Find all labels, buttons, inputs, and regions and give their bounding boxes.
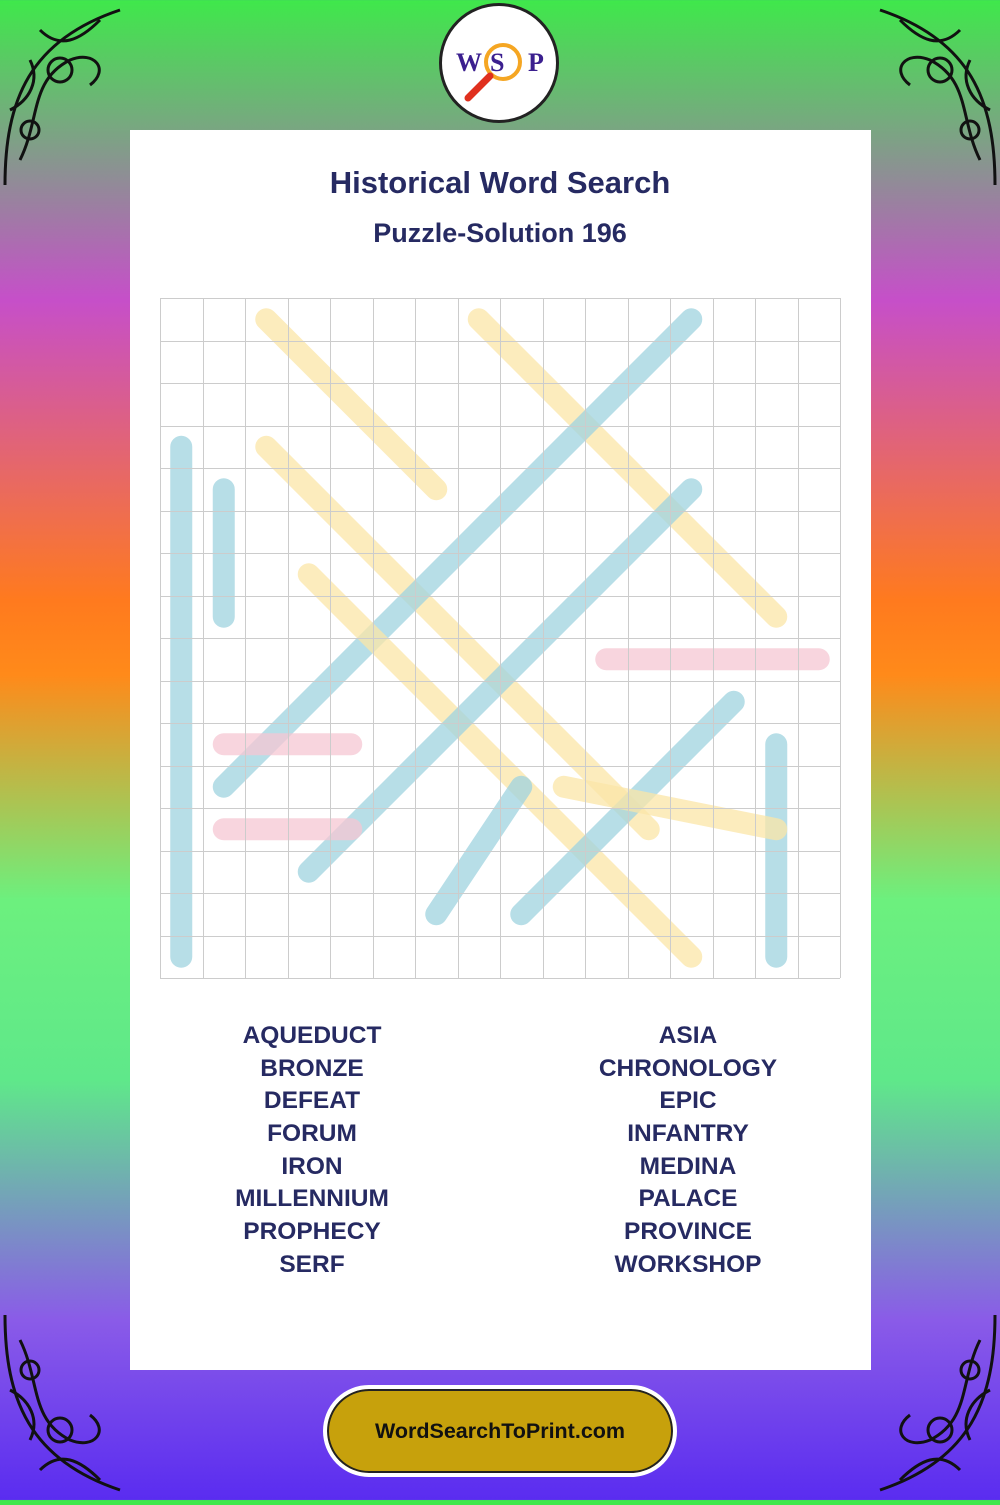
puzzle-title: Historical Word Search (329, 165, 671, 200)
grid-line (160, 893, 840, 894)
grid-line (160, 723, 840, 724)
word-list-left (152, 1020, 472, 1282)
word-list-item: BRONZE (260, 1054, 364, 1082)
wsp-logo[interactable] (439, 3, 559, 123)
word-list-item: INFANTRY (627, 1120, 749, 1148)
logo-letter-p: P (528, 48, 544, 77)
word-list-item: DEFEAT (263, 1087, 361, 1115)
word-list-item: ASIA (658, 1022, 718, 1049)
site-link-button[interactable]: WordSearchToPrint.com (323, 1385, 677, 1477)
word-list-item: SERF (279, 1250, 345, 1278)
grid-line (160, 851, 840, 852)
word-list-item: AQUEDUCT (242, 1022, 382, 1049)
grid-line (628, 298, 629, 978)
grid-line (798, 298, 799, 978)
corner-ornament-top-right (860, 0, 1000, 190)
corner-ornament-top-left (0, 0, 140, 190)
corner-ornament-bottom-right (860, 1310, 1000, 1500)
grid-line (713, 298, 714, 978)
word-list-item: WORKSHOP (614, 1250, 762, 1278)
grid-line (160, 978, 840, 979)
grid-line (160, 808, 840, 809)
word-list-item: MILLENNIUM (235, 1185, 389, 1213)
logo-letter-s: S (490, 48, 505, 77)
word-search-grid[interactable] (160, 298, 840, 978)
word-list-item: EPIC (659, 1087, 717, 1115)
grid-line (160, 936, 840, 937)
grid-line (755, 298, 756, 978)
grid-line (840, 298, 841, 978)
word-list-right (528, 1020, 848, 1282)
grid-line (670, 298, 671, 978)
grid-line (543, 298, 544, 978)
word-list-item: PALACE (638, 1185, 738, 1213)
word-list-item: IRON (281, 1152, 343, 1180)
word-list-item: PROVINCE (624, 1218, 752, 1246)
word-list-item: MEDINA (639, 1152, 737, 1180)
word-list-item: PROPHECY (243, 1218, 381, 1246)
corner-ornament-bottom-left (0, 1310, 140, 1500)
word-list-item: FORUM (267, 1120, 357, 1148)
grid-line (500, 298, 501, 978)
puzzle-subtitle: Puzzle-Solution 196 (373, 218, 627, 248)
grid-line (585, 298, 586, 978)
logo-letter-w: W (456, 48, 482, 77)
word-list-item: CHRONOLOGY (598, 1054, 778, 1082)
grid-line (160, 766, 840, 767)
grid-line (160, 681, 840, 682)
